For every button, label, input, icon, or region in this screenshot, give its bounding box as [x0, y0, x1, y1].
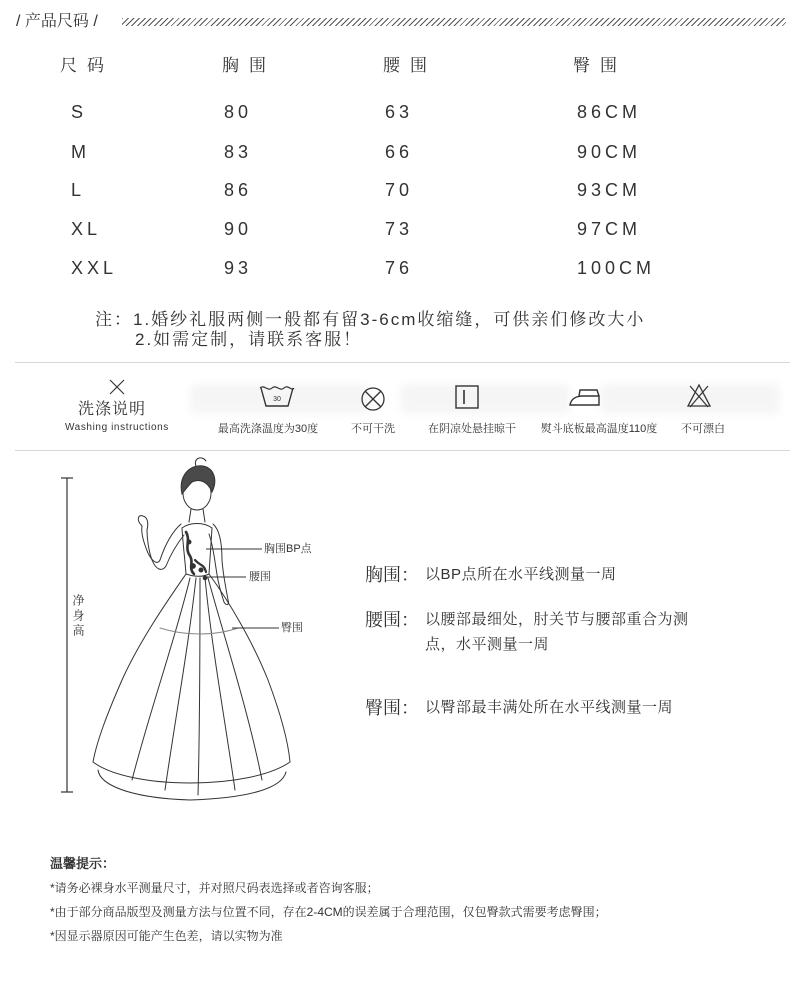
- tip-item: *因显示器原因可能产生色差，请以实物为准: [50, 929, 283, 943]
- no-dry-clean-icon: [360, 386, 386, 412]
- hip-cell: 93CM: [577, 180, 642, 200]
- callout-waist: 腰围: [249, 571, 271, 583]
- cross-icon: [107, 377, 127, 397]
- hip-cell: 86CM: [577, 102, 642, 122]
- bust-cell: 80: [224, 102, 253, 122]
- hip-cell: 90CM: [577, 142, 642, 162]
- bust-cell: 93: [224, 258, 253, 278]
- bust-cell: 90: [224, 219, 253, 239]
- no-bleach-icon: [686, 383, 712, 409]
- callout-hip: 臀围: [281, 622, 303, 634]
- hip-cell: 97CM: [577, 219, 642, 239]
- waist-cell: 70: [385, 180, 414, 200]
- size-cell: XXL: [71, 258, 118, 278]
- table-header-waist: 腰围: [383, 56, 437, 75]
- waist-cell: 66: [385, 142, 414, 162]
- washing-title: 洗涤说明: [78, 401, 147, 418]
- wash-label: 最高洗涤温度为30度: [217, 423, 319, 435]
- note-line-1: 注：1.婚纱礼服两侧一般都有留3-6cm收缩缝，可供亲们修改大小: [95, 310, 646, 329]
- hatched-divider: [122, 18, 786, 26]
- dress-illustration: [0, 455, 340, 815]
- tip-item: *由于部分商品版型及测量方法与位置不同，存在2-4CM的误差属于合理范围，仅包臀款式需要考虑臀围；: [50, 905, 607, 919]
- note-line-2: 2.如需定制，请联系客服！: [135, 330, 363, 349]
- washing-subtitle: Washing instructions: [65, 422, 169, 433]
- table-header-size: 尺码: [60, 56, 114, 75]
- bust-cell: 86: [224, 180, 253, 200]
- divider: [15, 450, 790, 451]
- iron-label: 熨斗底板最高温度110度: [540, 423, 658, 435]
- hang-dry-shade-icon: [454, 384, 480, 410]
- waist-label: 腰围：: [365, 610, 419, 630]
- bust-cell: 83: [224, 142, 253, 162]
- tip-item: *请务必裸身水平测量尺寸，并对照尺码表选择或者咨询客服；: [50, 881, 379, 895]
- tips-title: 温馨提示：: [50, 856, 116, 871]
- size-cell: L: [71, 180, 86, 200]
- hip-cell: 100CM: [577, 258, 656, 278]
- table-header-hip: 臀围: [573, 56, 627, 75]
- waist-text-cont: 点，水平测量一周: [425, 636, 550, 653]
- iron-icon: [567, 385, 603, 409]
- wash-temperature: 30: [273, 396, 281, 403]
- dry-clean-label: 不可干洗: [351, 423, 395, 435]
- size-cell: M: [71, 142, 90, 162]
- bust-text: 以BP点所在水平线测量一周: [425, 566, 617, 583]
- wash-30-icon: [258, 382, 296, 408]
- table-header-bust: 胸围: [222, 56, 276, 75]
- callout-bust: 胸围BP点: [264, 543, 312, 555]
- hip-text: 以臀部最丰满处所在水平线测量一周: [425, 699, 674, 716]
- section-title: / 产品尺码 /: [16, 13, 98, 30]
- dry-label: 在阴凉处悬挂晾干: [428, 423, 516, 435]
- height-label: 净身高: [71, 594, 85, 639]
- woman-figure: [93, 458, 290, 800]
- waist-text: 以腰部最细处，肘关节与腰部重合为测: [425, 611, 689, 628]
- waist-cell: 76: [385, 258, 414, 278]
- size-cell: XL: [71, 219, 102, 239]
- waist-cell: 63: [385, 102, 414, 122]
- watermark-blur: [400, 384, 570, 414]
- callout-lines: [205, 549, 279, 628]
- divider: [15, 362, 790, 363]
- bleach-label: 不可漂白: [681, 423, 725, 435]
- hip-label: 臀围：: [365, 698, 419, 718]
- bust-label: 胸围：: [365, 565, 419, 585]
- size-cell: S: [71, 102, 88, 122]
- waist-cell: 73: [385, 219, 414, 239]
